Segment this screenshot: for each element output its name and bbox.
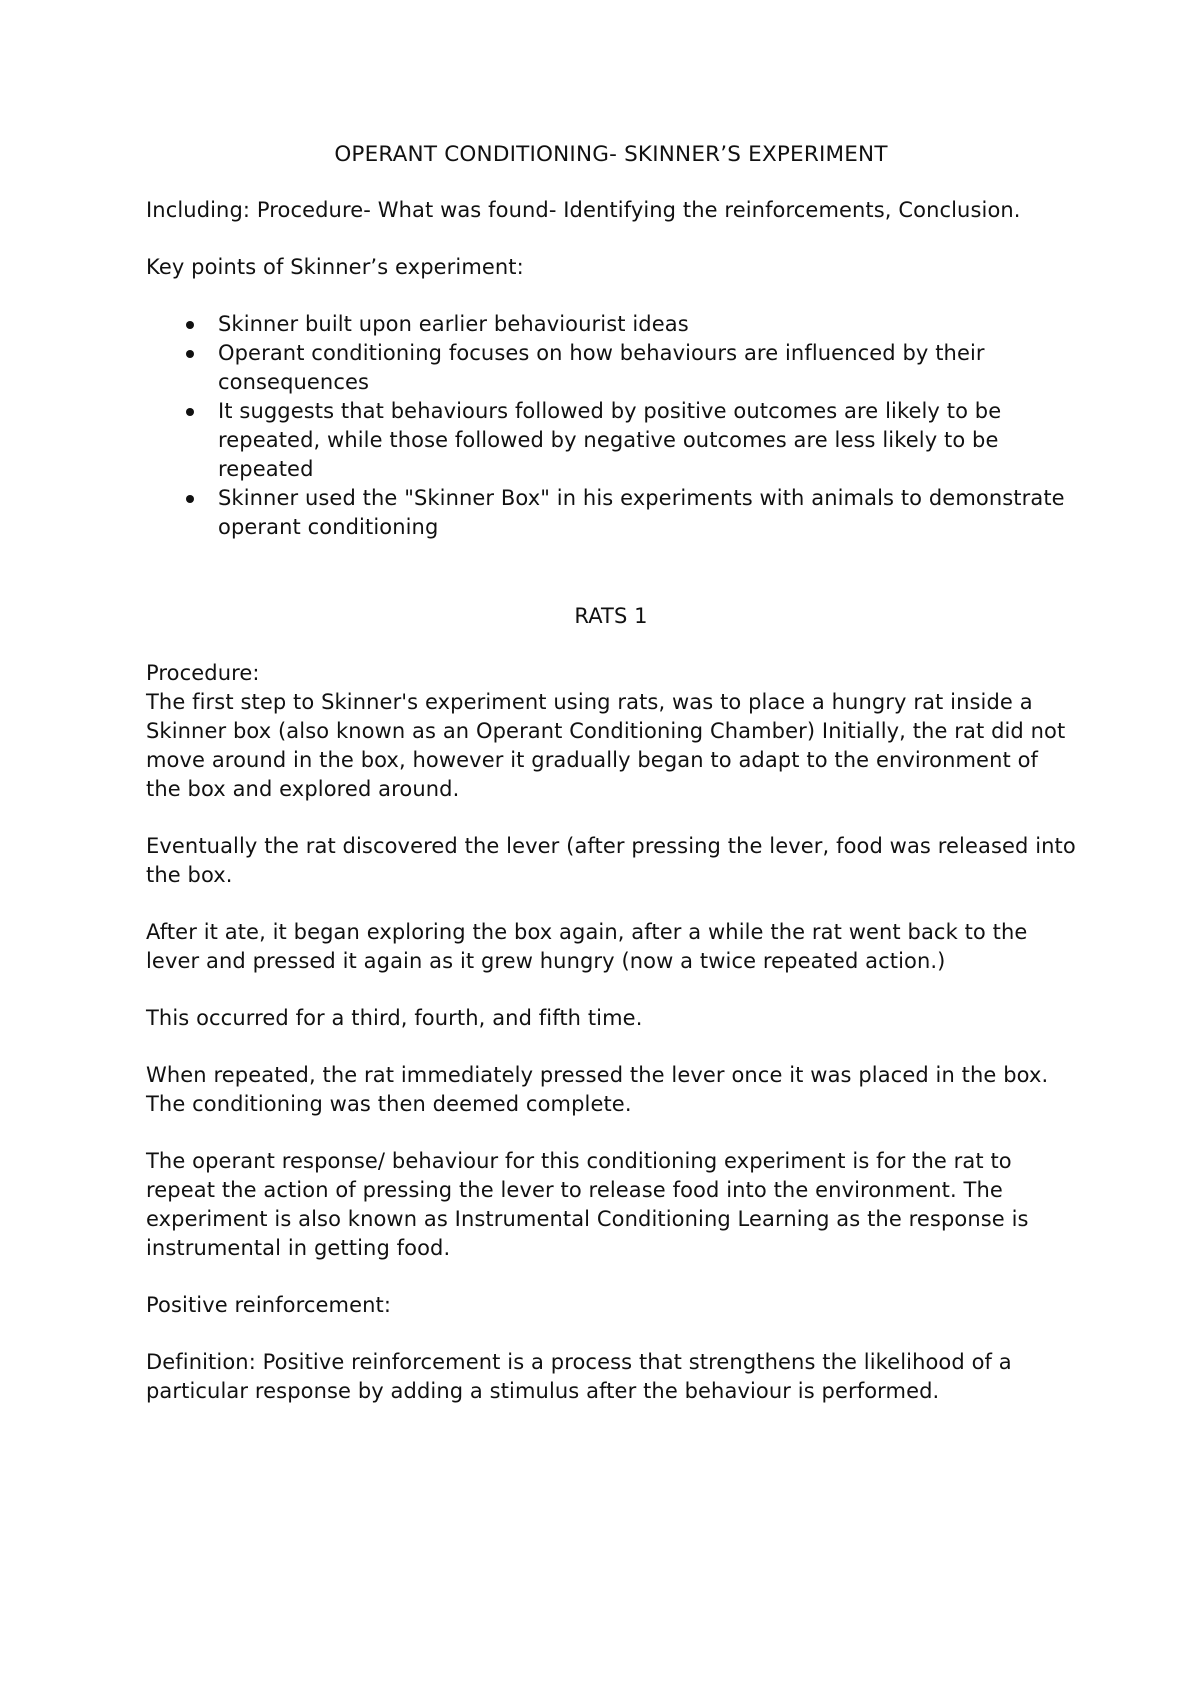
positive-reinforcement-heading: Positive reinforcement: [146,1293,392,1317]
list-item [146,339,1076,397]
procedure-heading: Procedure: [146,661,260,685]
key-points-list [146,310,1076,542]
paragraph-operant: The operant response/ behaviour for this conditioning experiment is for the rat to repeat the action of pressing the lever to release food into the environment. The experiment is also known as Instrumental Conditioning Learning as the response is instrumental in getting food. [146,1149,1029,1260]
document-body [146,140,1076,1434]
including-line: Including: Procedure- What was found- Identifying the reinforcements, Conclusion. [146,198,1021,222]
bullet-icon [186,350,194,358]
bullet-icon [186,321,194,329]
paragraph-third: This occurred for a third, fourth, and fifth time. [146,1006,643,1030]
bullet-icon [186,495,194,503]
list-item-text: Skinner built upon earlier behaviourist ideas [218,312,689,336]
list-item [146,397,1076,484]
list-item-text: It suggests that behaviours followed by positive outcomes are likely to be repeated, while those followed by negative outcomes are less likely to be repeated [218,399,1002,481]
list-item-text: Operant conditioning focuses on how behaviours are influenced by their consequences [218,341,985,394]
definition-paragraph: Definition: Positive reinforcement is a process that strengthens the likelihood of a particular response by adding a stimulus after the behaviour is performed. [146,1350,1012,1403]
list-item [146,310,1076,339]
paragraph-lever: Eventually the rat discovered the lever (after pressing the lever, food was released into the box. [146,834,1076,887]
document-title: OPERANT CONDITIONING- SKINNER’S EXPERIMENT [334,142,888,167]
list-item [146,484,1076,542]
paragraph-after-ate: After it ate, it began exploring the box again, after a while the rat went back to the lever and pressed it again as it grew hungry (now a twice repeated action.) [146,920,1028,973]
key-points-heading: Key points of Skinner’s experiment: [146,255,524,279]
procedure-paragraph: The first step to Skinner's experiment using rats, was to place a hungry rat inside a Skinner box (also known as an Operant Conditioning Chamber) Initially, the rat did not move around in the box, however it gradually began to adapt to the environment of the box and explored around. [146,690,1066,801]
section-title: RATS 1 [574,604,648,628]
list-item-text: Skinner used the "Skinner Box" in his experiments with animals to demonstrate operant conditioning [218,486,1065,539]
bullet-icon [186,408,194,416]
paragraph-repeated: When repeated, the rat immediately pressed the lever once it was placed in the box. The conditioning was then deemed complete. [146,1063,1049,1116]
